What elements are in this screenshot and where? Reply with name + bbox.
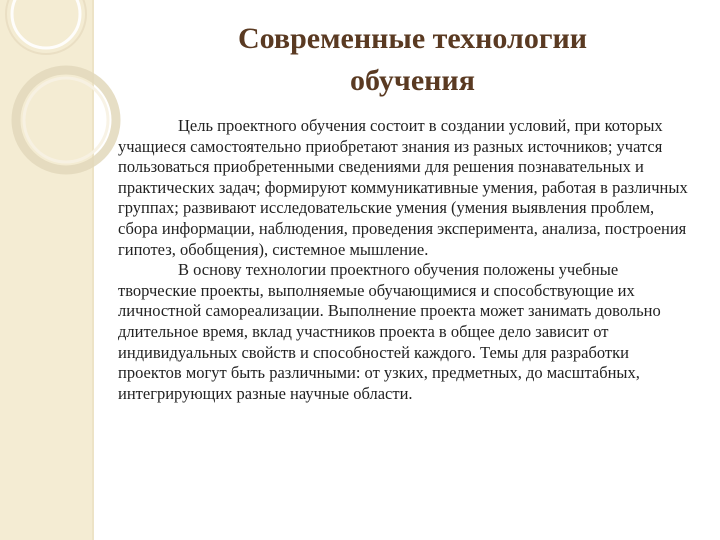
ring-large	[16, 70, 116, 170]
ring-top-white	[12, 0, 80, 48]
ring-large-inner	[24, 78, 108, 162]
slide-title-line-2: обучения	[350, 64, 475, 97]
slide-body	[118, 116, 690, 404]
slide-title-line-1: Современные технологии	[237, 22, 588, 55]
paragraph-project-goal: Цель проектного обучения состоит в создании условий, при которых учащиеся самостоятельно приобретают знания из разных источников; учатся пользоваться приобретенными сведениями для решения познавательных и практических задач; формируют коммуникативные умения, работая в различных группах; развивают исследовательские умения (умения выявления проблем, сбора информации, наблюдения, проведения эксперимента, анализа, построения гипотез, обобщения), системное мышление.	[118, 116, 688, 259]
slide-title	[140, 18, 685, 102]
ring-top-tan	[6, 0, 86, 54]
paragraph-project-basis: В основу технологии проектного обучения положены учебные творческие проекты, выполняемые обучающимися и способствующие их личностной самореализации. Выполнение проекта может занимать довольно длительное время, вклад участников проекта в общее дело зависит от индивидуальных свойств и способностей каждого. Темы для разработки проектов могут быть различными: от узких, предметных, до масштабных, интегрирующих разные научные области.	[118, 260, 661, 403]
